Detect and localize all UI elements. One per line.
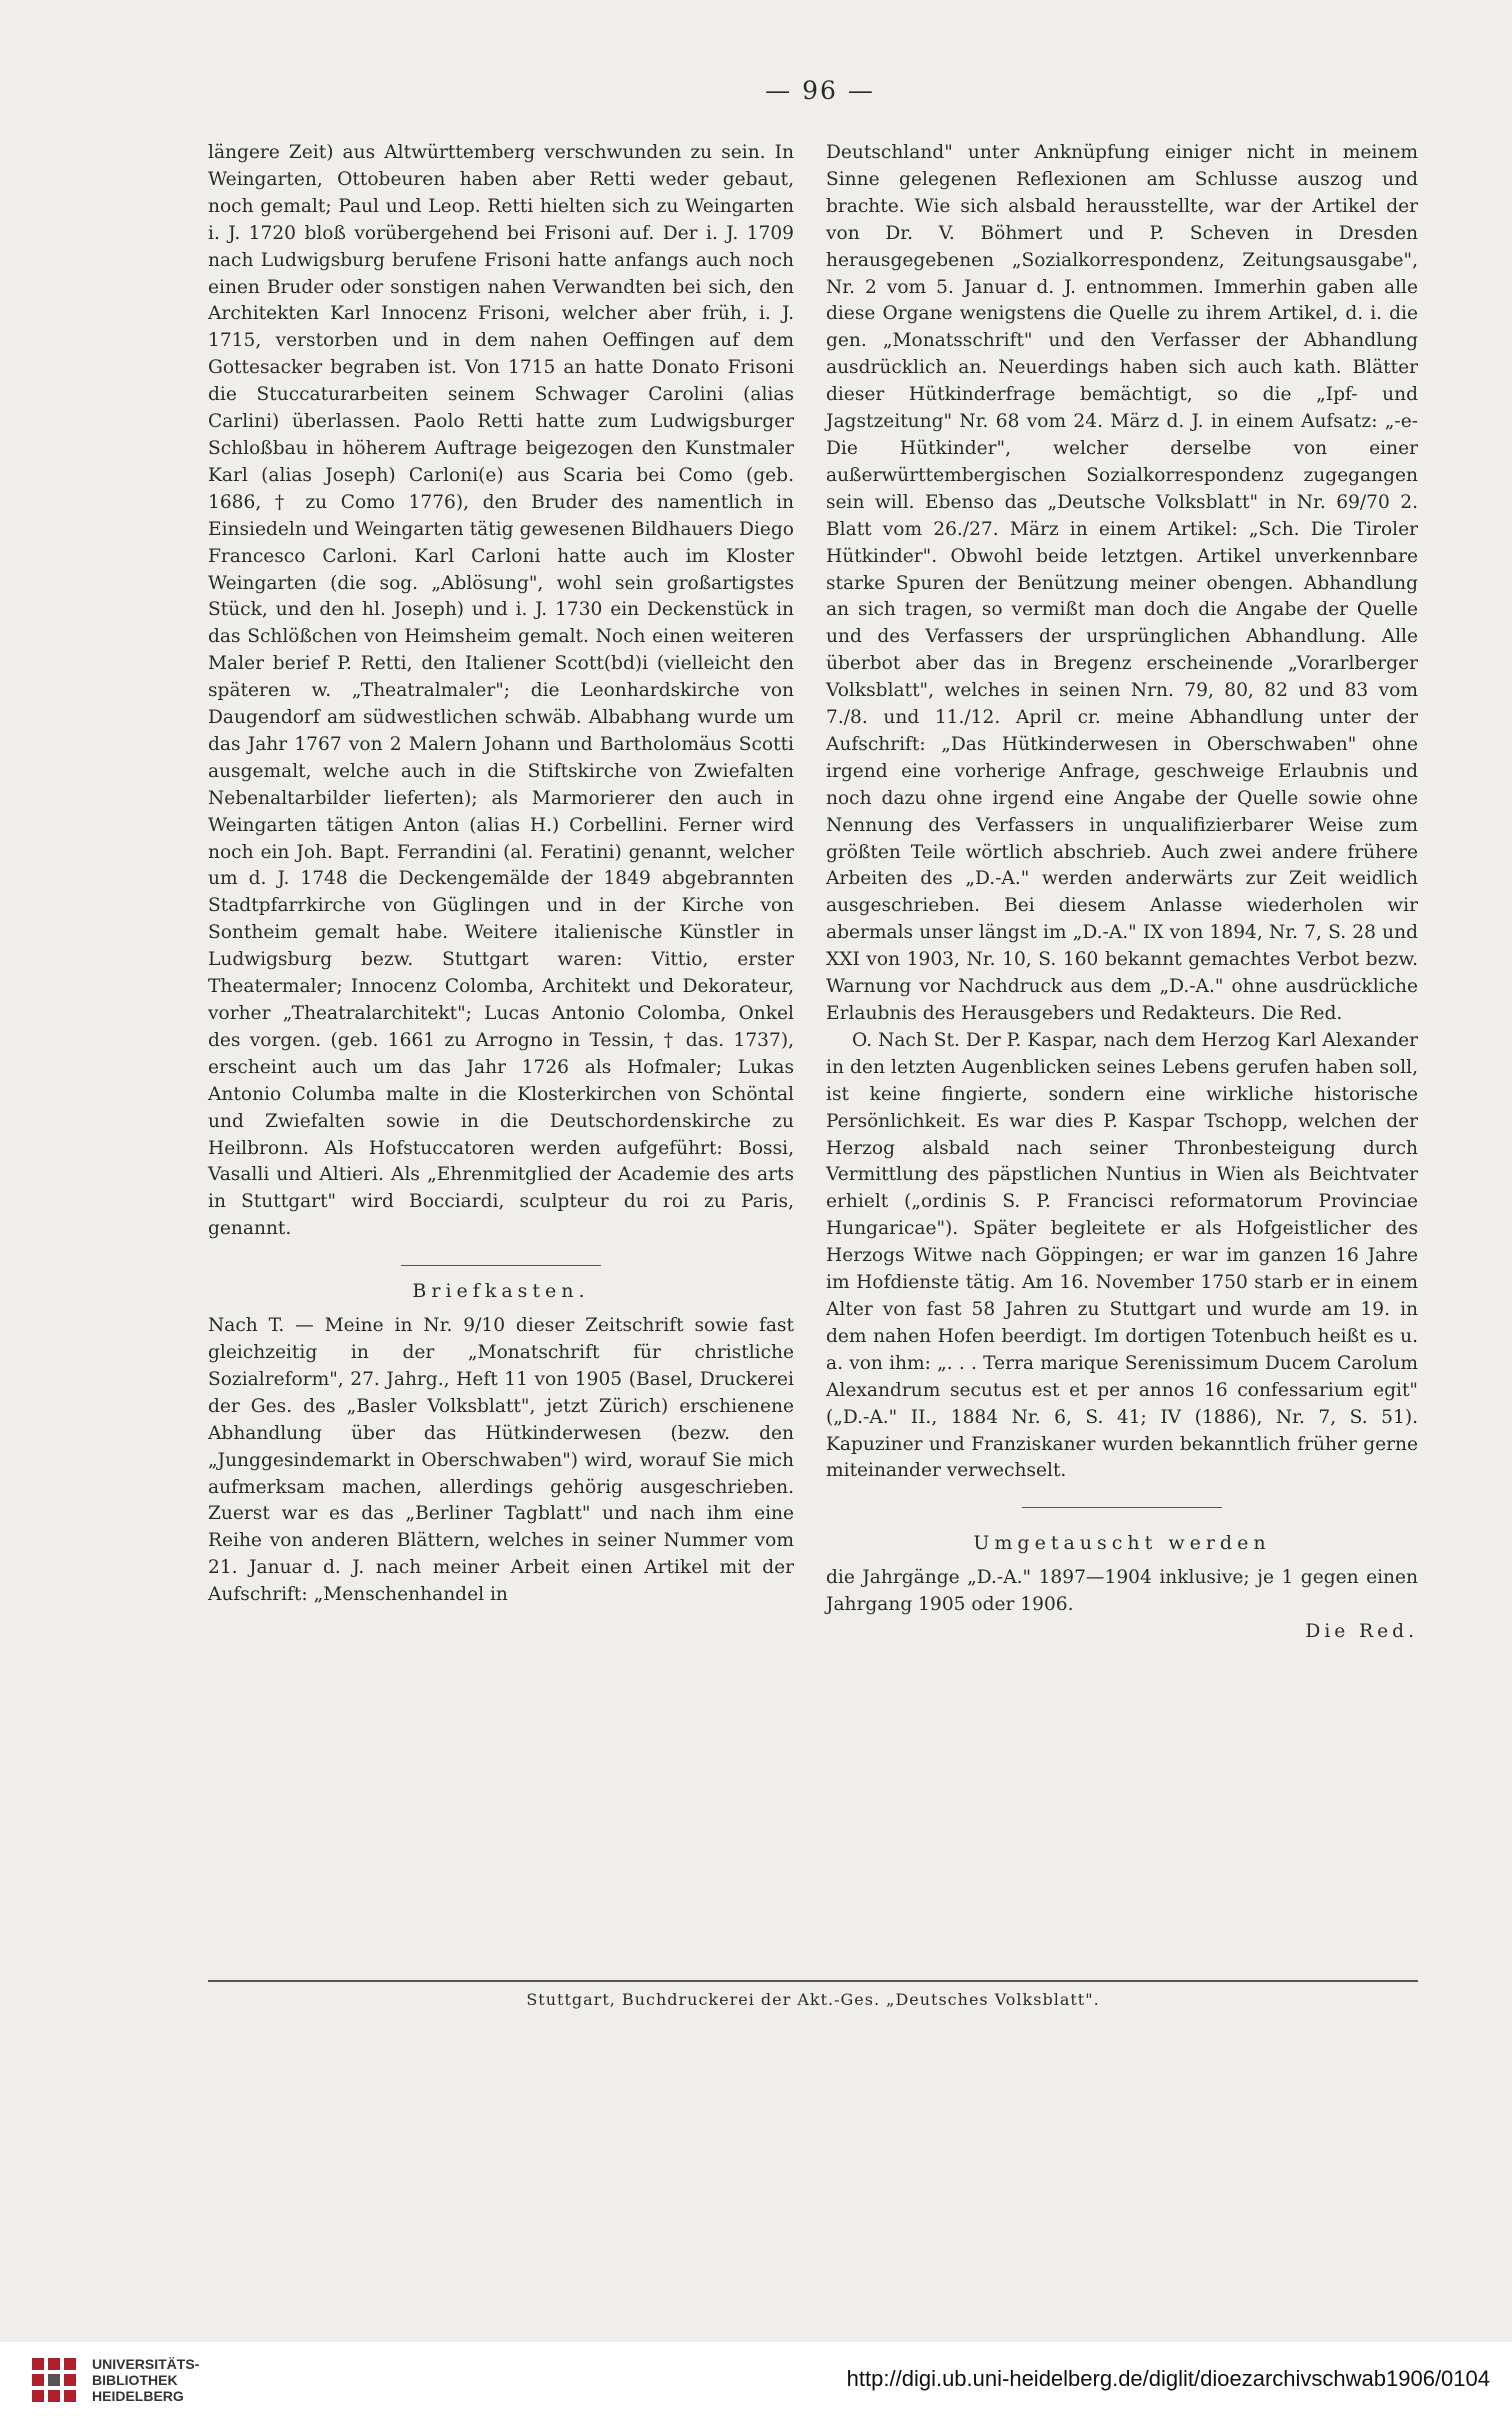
library-name: [92, 2356, 199, 2404]
library-name-line: HEIDELBERG: [92, 2388, 184, 2404]
printer-imprint: Stuttgart, Buchdruckerei der Akt.-Ges. „Deutsches Volksblatt".: [526, 1990, 1100, 2009]
footer-rule: [208, 1980, 1418, 1982]
page-number: — 96 —: [765, 76, 875, 105]
editor-signature: Die Red.: [1305, 1621, 1418, 1643]
section-divider: [401, 1265, 601, 1266]
left-column: [208, 140, 794, 1609]
library-name-line: BIBLIOTHEK: [92, 2372, 178, 2388]
exchange-heading: Umgetauscht werden: [973, 1532, 1271, 1555]
library-logo-icon: [28, 2354, 80, 2406]
mailbox-paragraph: Nach T. — Meine in Nr. 9/10 dieser Zeitschrift sowie fast gleichzeitig in der „Monatschrift für christliche Sozialreform", 27. Jahrg., Heft 11 von 1905 (Basel, Druckerei der Ges. des „Basler Volksblatt", jetzt Zürich) erschienene Abhandlung über das Hütkinderwesen (bezw. den „Junggesindemarkt in Oberschwaben") wird, worauf Sie mich aufmerksam machen, allerdings gehörig ausgeschrieben. Zuerst war es das „Berliner Tagblatt" und nach ihm eine Reihe von anderen Blättern, welches in seiner Nummer vom 21. Januar d. J. nach meiner Arbeit einen Artikel mit der Aufschrift: „Menschenhandel in: [208, 1315, 794, 1606]
source-url-link[interactable]: http://digi.ub.uni-heidelberg.de/diglit/dioezarchivschwab1906/0104: [846, 2366, 1490, 2391]
library-name-line: UNIVERSITÄTS-: [92, 2356, 200, 2372]
mailbox-heading: Briefkasten.: [412, 1280, 590, 1303]
mailbox-paragraph: Deutschland" unter Anknüpfung einiger nicht in meinem Sinne gelegenen Reflexionen am Schlusse auszog und brachte. Wie sich alsbald herausstellte, war der Artikel der von Dr. V. Böhmert und P. Scheven in Dresden herausgegebenen „Sozialkorrespondenz, Zeitungsausgabe", Nr. 2 vom 5. Januar d. J. entnommen. Immerhin gaben alle diese Organe wenigstens die Quelle zu ihrem Artikel, d. i. die gen. „Monatsschrift" und den Verfasser der Abhandlung ausdrücklich an. Neuerdings haben sich auch kath. Blätter dieser Hütkinderfrage bemächtigt, so die „Ipf- und Jagstzeitung" Nr. 68 vom 24. März d. J. in einem Aufsatz: „-e- Die Hütkinder", welcher derselbe von einer außerwürttembergischen Sozialkorrespondenz zugegangen sein will. Ebenso das „Deutsche Volksblatt" in Nr. 69/70 2. Blatt vom 26./27. März in einem Artikel: „Sch. Die Tiroler Hütkinder". Obwohl beide letztgen. Artikel unverkennbare starke Spuren der Benützung meiner obengen. Abhandlung an sich tragen, so vermißt man doch die Angabe der Quelle und des Verfassers der ursprünglichen Abhandlung. Alle überbot aber das in Bregenz erscheinende „Vorarlberger Volksblatt", welches in seinen Nrn. 79, 80, 82 und 83 vom 7./8. und 11./12. April cr. meine Abhandlung unter der Aufschrift: „Das Hütkinderwesen in Oberschwaben" ohne irgend eine vorherige Anfrage, geschweige Erlaubnis und noch dazu ohne irgend eine Angabe der Quelle sowie ohne Nennung des Verfassers in unqualifizierbarer Weise zum größten Teile wörtlich abschrieb. Auch zwei andere frühere Arbeiten des „D.-A." werden anderwärts zur Zeit weidlich ausgeschrieben. Bei diesem Anlasse wiederholen wir abermals unser längst im „D.-A." IX von 1894, Nr. 7, S. 28 und XXI von 1903, Nr. 10, S. 160 bekannt gemachtes Verbot bezw. Warnung vor Nachdruck aus dem „D.-A." ohne ausdrückliche Erlaubnis des Herausgebers und Redakteurs. Die Red.: [826, 142, 1418, 1024]
right-column: [826, 140, 1418, 1646]
library-footer-bar: [0, 2342, 1512, 2418]
exchange-text: die Jahrgänge „D.-A." 1897—1904 inklusive; je 1 gegen einen Jahrgang 1905 oder 1906.: [826, 1567, 1418, 1616]
mailbox-paragraph: O. Nach St. Der P. Kaspar, nach dem Herzog Karl Alexander in den letzten Augenblicken seines Lebens gerufen haben soll, ist keine fingierte, sondern eine wirkliche historische Persönlichkeit. Es war dies P. Kaspar Tschopp, welchen der Herzog alsbald nach seiner Thronbesteigung durch Vermittlung des päpstlichen Nuntius in Wien als Beichtvater erhielt („ordinis S. P. Francisci reformatorum Provinciae Hungaricae"). Später begleitete er als Hofgeistlicher des Herzogs Witwe nach Göppingen; er war im ganzen 16 Jahre im Hofdienste tätig. Am 16. November 1750 starb er in einem Alter von fast 58 Jahren zu Stuttgart und wurde am 19. in dem nahen Hofen beerdigt. Im dortigen Totenbuch heißt es u. a. von ihm: „. . . Terra marique Serenissimum Ducem Carolum Alexandrum secutus est et per annos 16 confessarium egit" („D.-A." II., 1884 Nr. 6, S. 41; IV (1886), Nr. 7, S. 51). Kapuziner und Franziskaner wurden bekanntlich früher gerne miteinander verwechselt.: [826, 1029, 1418, 1482]
article-continuation: längere Zeit) aus Altwürttemberg verschwunden zu sein. In Weingarten, Ottobeuren haben aber Retti weder gebaut, noch gemalt; Paul und Leop. Retti hielten sich zu Weingarten i. J. 1720 bloß vorübergehend bei Frisoni auf. Der i. J. 1709 nach Ludwigsburg berufene Frisoni hatte anfangs auch noch einen Bruder oder sonstigen nahen Verwandten bei sich, den Architekten Karl Innocenz Frisoni, welcher aber früh, i. J. 1715, verstorben und in dem nahen Oeffingen auf dem Gottesacker begraben ist. Von 1715 an hatte Donato Frisoni die Stuccaturarbeiten seinem Schwager Carolini (alias Carlini) überlassen. Paolo Retti hatte zum Ludwigsburger Schloßbau in höherem Auftrage beigezogen den Kunstmaler Karl (alias Joseph) Carloni(e) aus Scaria bei Como (geb. 1686, † zu Como 1776), den Bruder des namentlich in Einsiedeln und Weingarten tätig gewesenen Bildhauers Diego Francesco Carloni. Karl Carloni hatte auch im Kloster Weingarten (die sog. „Ablösung", wohl sein großartigstes Stück, und den hl. Joseph) und i. J. 1730 ein Deckenstück in das Schlößchen von Heimsheim gemalt. Noch einen weiteren Maler berief P. Retti, den Italiener Scott(bd)i (vielleicht den späteren w. „Theatralmaler"; die Leonhardskirche von Daugendorf am südwestlichen schwäb. Albabhang wurde um das Jahr 1767 von 2 Malern Johann und Bartholomäus Scotti ausgemalt, welche auch in die Stiftskirche von Zwiefalten Nebenaltarbilder lieferten); als Marmorierer den auch in Weingarten tätigen Anton (alias H.) Corbellini. Ferner wird noch ein Joh. Bapt. Ferrandini (al. Feratini) genannt, welcher um d. J. 1748 die Deckengemälde der 1849 abgebrannten Stadtpfarrkirche von Güglingen und in der Kirche von Sontheim gemalt habe. Weitere italienische Künstler in Ludwigsburg bezw. Stuttgart waren: Vittio, erster Theatermaler; Innocenz Colomba, Architekt und Dekorateur, vorher „Theatralarchitekt"; Lucas Antonio Colomba, Onkel des vorgen. (geb. 1661 zu Arrogno in Tessin, † das. 1737), erscheint auch um das Jahr 1726 als Hofmaler; Lukas Antonio Columba malte in die Klosterkirchen von Schöntal und Zwiefalten sowie in die Deutschordenskirche zu Heilbronn. Als Hofstuccatoren werden aufgeführt: Bossi, Vasalli und Altieri. Als „Ehrenmitglied der Academie des arts in Stuttgart" wird Bocciardi, sculpteur du roi zu Paris, genannt.: [208, 142, 794, 1240]
section-divider: [1022, 1507, 1222, 1508]
